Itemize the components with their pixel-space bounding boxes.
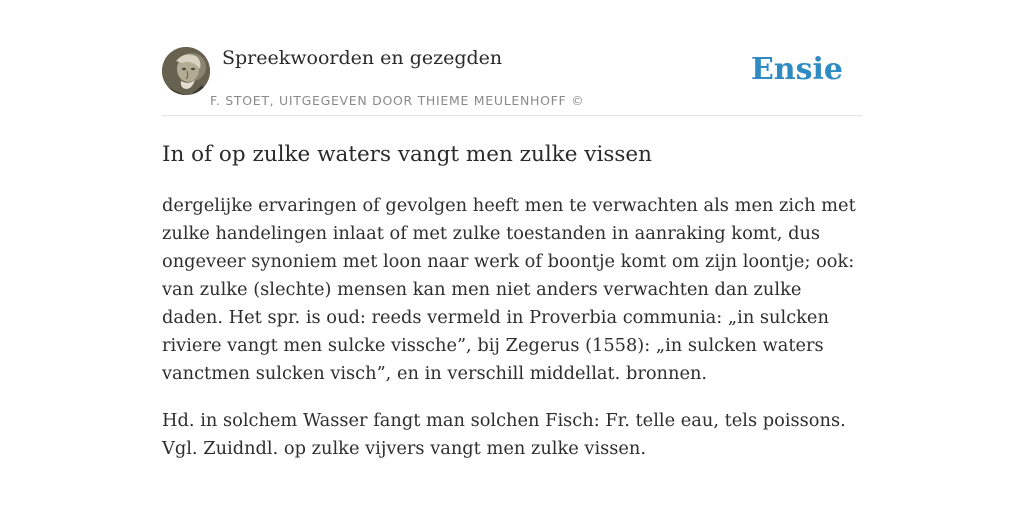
entry-card [162, 46, 862, 463]
entry-paragraph: dergelijke ervaringen of gevolgen heeft men te verwachten als men zich met zulke handelingen inlaat of met zulke toestanden in aanraking komt, dus ongeveer synoniem met loon naar werk of boontje komt om zijn loontje; ook: van zulke (slechte) mensen kan men niet anders verwachten dan zulke daden. Het spr. is oud: reeds vermeld in Proverbia communia: „in sulcken riviere vangt men sulcke vissche”, bij Zegerus (1558): „in sulcken waters vanctmen sulcken visch”, en in verschill middellat. bronnen. [162, 195, 856, 384]
entry-title: In of op zulke waters vangt men zulke vissen [162, 142, 652, 167]
author-avatar [162, 47, 210, 95]
entry-paragraph: Hd. in solchem Wasser fangt man solchen Fisch: Fr. telle eau, tels poissons. Vgl. Zuidndl. op zulke vijvers vangt men zulke vissen. [162, 410, 846, 459]
brand-logo[interactable]: Ensie [750, 52, 843, 87]
source-credit: F. STOET, UITGEGEVEN DOOR THIEME MEULENHOFF © [210, 93, 585, 108]
portrait-photo-icon [162, 47, 210, 95]
source-title[interactable]: Spreekwoorden en gezegden [222, 47, 503, 69]
source-header [162, 46, 862, 116]
